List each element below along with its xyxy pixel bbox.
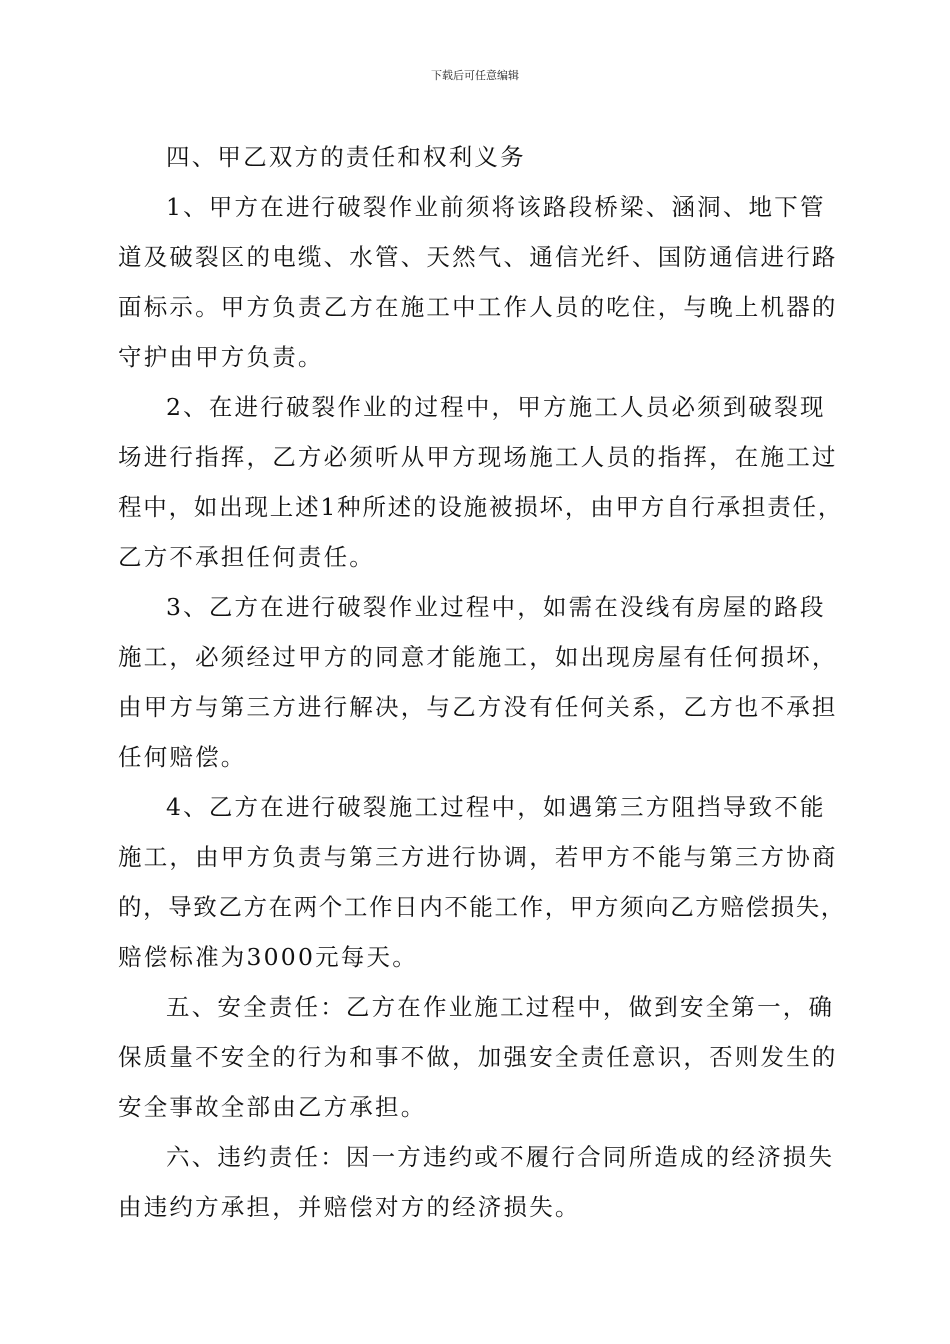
text-line: 4、乙方在进行破裂施工过程中，如遇第三方阻挡导致不能 [166, 793, 826, 821]
text-line: 施工，由甲方负责与第三方进行协调，若甲方不能与第三方协商 [118, 843, 838, 871]
text-line: 由甲方与第三方进行解决，与乙方没有任何关系，乙方也不承担 [118, 693, 838, 721]
text-line: 2、在进行破裂作业的过程中，甲方施工人员必须到破裂现 [166, 393, 826, 421]
text-line: 施工，必须经过甲方的同意才能施工，如出现房屋有任何损坏， [118, 643, 838, 671]
text-line: 任何赔偿。 [118, 743, 247, 771]
text-line: 场进行指挥，乙方必须听从甲方现场施工人员的指挥，在施工过 [118, 443, 838, 471]
text-line: 五、安全责任：乙方在作业施工过程中，做到安全第一，确 [166, 993, 835, 1021]
text-line: 乙方不承担任何责任。 [118, 543, 375, 571]
text-line: 守护由甲方负责。 [118, 343, 324, 371]
page-header: 下载后可任意编辑 [431, 69, 519, 82]
text-line: 道及破裂区的电缆、水管、天然气、通信光纤、国防通信进行路 [118, 243, 838, 271]
text-line: 1、甲方在进行破裂作业前须将该路段桥梁、涵洞、地下管 [166, 193, 826, 221]
text-line: 面标示。甲方负责乙方在施工中工作人员的吃住，与晚上机器的 [118, 293, 838, 321]
text-line: 赔偿标准为3000元每天。 [118, 943, 418, 971]
text-line: 六、违约责任：因一方违约或不履行合同所造成的经济损失 [166, 1143, 835, 1171]
text-line: 安全事故全部由乙方承担。 [118, 1093, 427, 1121]
text-line: 程中，如出现上述1种所述的设施被损坏，由甲方自行承担责任， [118, 493, 844, 521]
text-line: 四、甲乙双方的责任和权利义务 [166, 143, 526, 171]
text-line: 3、乙方在进行破裂作业过程中，如需在没线有房屋的路段 [166, 593, 826, 621]
document-body [118, 132, 846, 1232]
text-line: 由违约方承担，并赔偿对方的经济损失。 [118, 1193, 581, 1221]
text-line: 的，导致乙方在两个工作日内不能工作，甲方须向乙方赔偿损失， [118, 893, 846, 921]
text-line: 保质量不安全的行为和事不做，加强安全责任意识，否则发生的 [118, 1043, 838, 1071]
